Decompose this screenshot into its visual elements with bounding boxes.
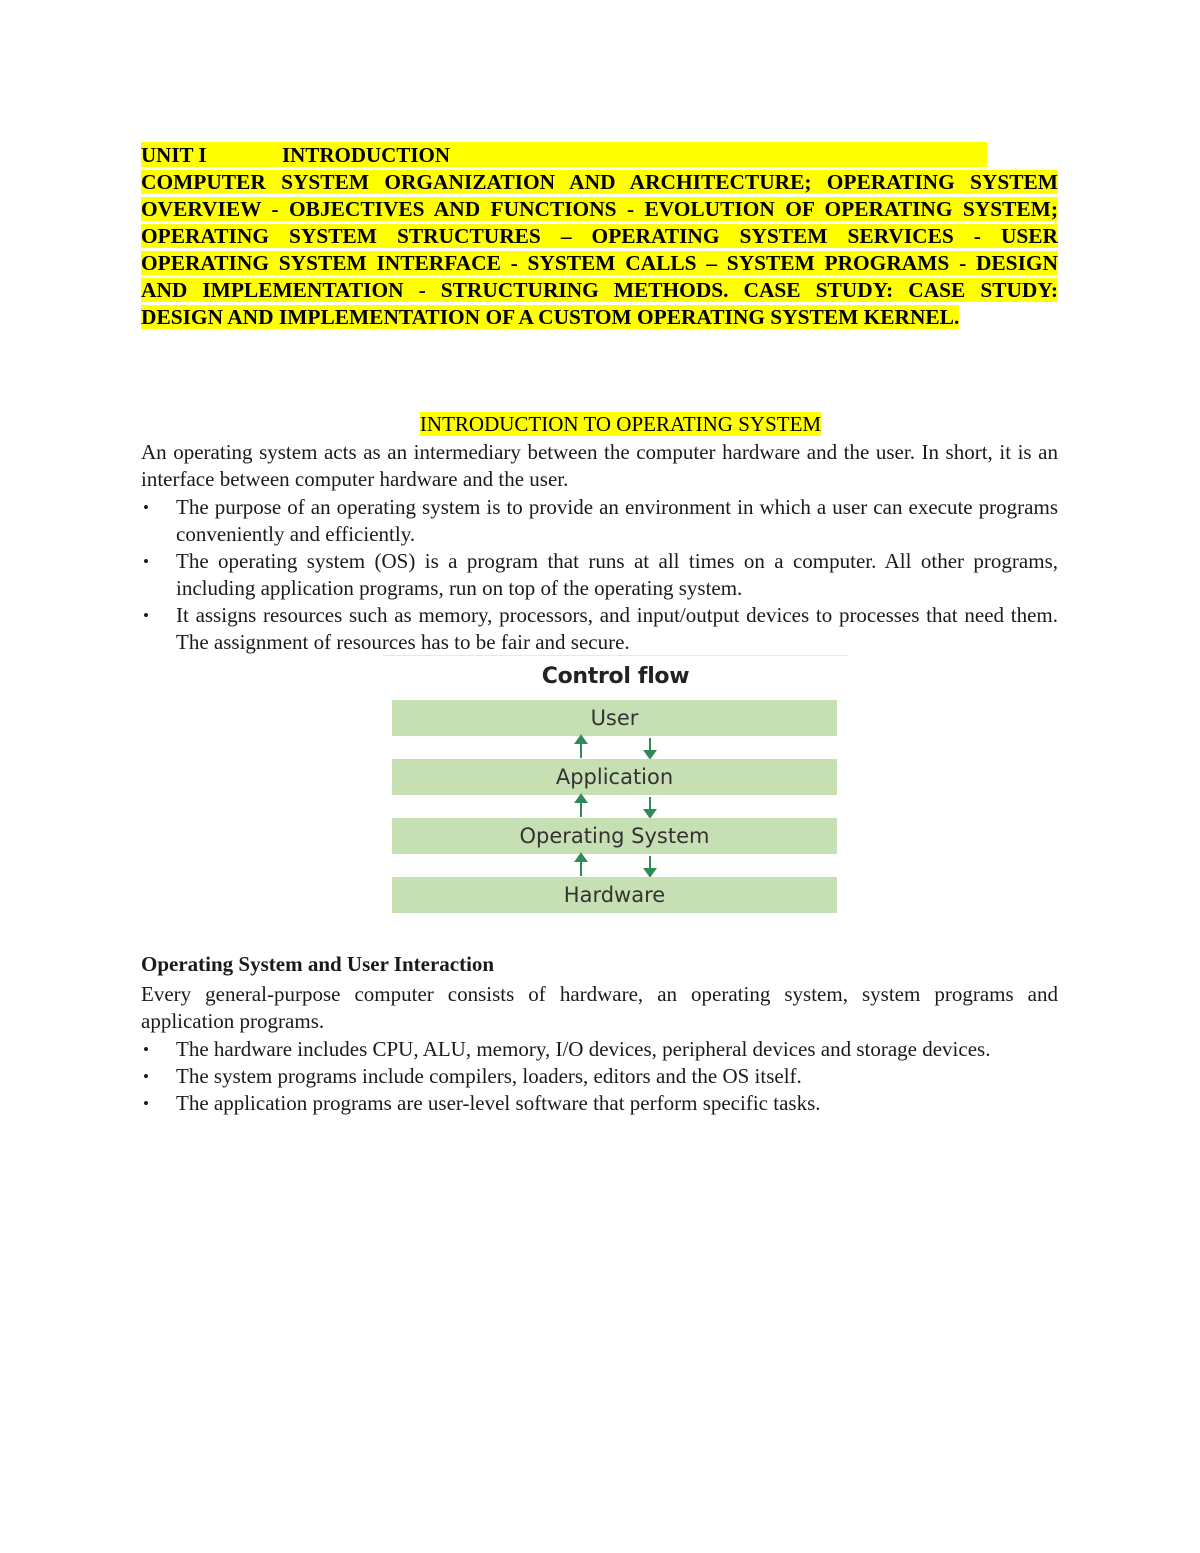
down-arrowhead-icon [645, 751, 655, 758]
up-arrowhead-icon [576, 795, 586, 802]
list-item [141, 494, 1058, 548]
arrows-application-os [383, 795, 848, 819]
unit-title: INTRODUCTION [282, 143, 451, 167]
section-heading-intro [141, 410, 1100, 438]
unit-header [141, 141, 1058, 331]
list-item [141, 1036, 1058, 1063]
arrows-os-hardware [383, 854, 848, 878]
section-heading-intro-text: INTRODUCTION TO OPERATING SYSTEM [419, 412, 822, 436]
unit-label: UNIT I [141, 143, 207, 167]
interaction-paragraph: Every general-purpose computer consists of hardware, an operating system, system programs and application programs. [141, 982, 1058, 1033]
arrows-user-application [383, 736, 848, 760]
bullet-icon: • [143, 552, 149, 571]
list-item-text: The purpose of an operating system is to provide an environment in which a user can execute programs conveniently and efficiently. [176, 495, 1058, 546]
highlight-bar [141, 142, 987, 167]
list-item-text: The operating system (OS) is a program that runs at all times on a computer. All other programs, including application programs, run on top of the operating system. [176, 549, 1058, 600]
interaction-bullet-list [141, 1036, 1058, 1117]
list-item [141, 1090, 1058, 1117]
diagram-title: Control flow [541, 664, 690, 689]
list-item-text: The application programs are user-level software that perform specific tasks. [176, 1091, 821, 1115]
bullet-icon: • [143, 1094, 149, 1113]
up-arrowhead-icon [576, 854, 586, 861]
bullet-icon: • [143, 1067, 149, 1086]
layer-operating-system: Operating System [392, 818, 837, 854]
control-flow-diagram [383, 655, 848, 917]
layer-application: Application [392, 759, 837, 795]
list-item [141, 548, 1058, 602]
list-item [141, 1063, 1058, 1090]
bullet-icon: • [143, 1040, 149, 1059]
subheading-interaction: Operating System and User Interaction [141, 952, 495, 976]
list-item-text: The hardware includes CPU, ALU, memory, I/O devices, peripheral devices and storage devices. [176, 1037, 991, 1061]
down-arrowhead-icon [645, 810, 655, 817]
unit-title-line [141, 141, 1058, 169]
divider [383, 655, 848, 656]
up-arrowhead-icon [576, 736, 586, 743]
list-item-text: The system programs include compilers, loaders, editors and the OS itself. [176, 1064, 802, 1088]
unit-syllabus-text: COMPUTER SYSTEM ORGANIZATION AND ARCHITECTURE; OPERATING SYSTEM OVERVIEW - OBJECTIVES AND FUNCTIONS - EVOLUTION OF OPERATING SYSTEM; OPERATING SYSTEM STRUCTURES – OPERATING SYSTEM SERVICES - USER OPERATING SYSTEM INTERFACE - SYSTEM CALLS – SYSTEM PROGRAMS - DESIGN AND IMPLEMENTATION - STRUCTURING METHODS. CASE STUDY: CASE STUDY: DESIGN AND IMPLEMENTATION OF A CUSTOM OPERATING SYSTEM KERNEL. [141, 170, 1058, 329]
list-item-text: It assigns resources such as memory, processors, and input/output devices to processes that need them. The assignment of resources has to be fair and secure. [176, 603, 1058, 654]
unit-syllabus [141, 169, 1058, 331]
intro-paragraph: An operating system acts as an intermediary between the computer hardware and the user. In short, it is an interface between computer hardware and the user. [141, 440, 1058, 491]
intro-bullet-list [141, 494, 1058, 656]
bullet-icon: • [143, 498, 149, 517]
bullet-icon: • [143, 606, 149, 625]
list-item [141, 602, 1058, 656]
layer-hardware: Hardware [392, 877, 837, 913]
layer-user: User [392, 700, 837, 736]
down-arrowhead-icon [645, 869, 655, 876]
